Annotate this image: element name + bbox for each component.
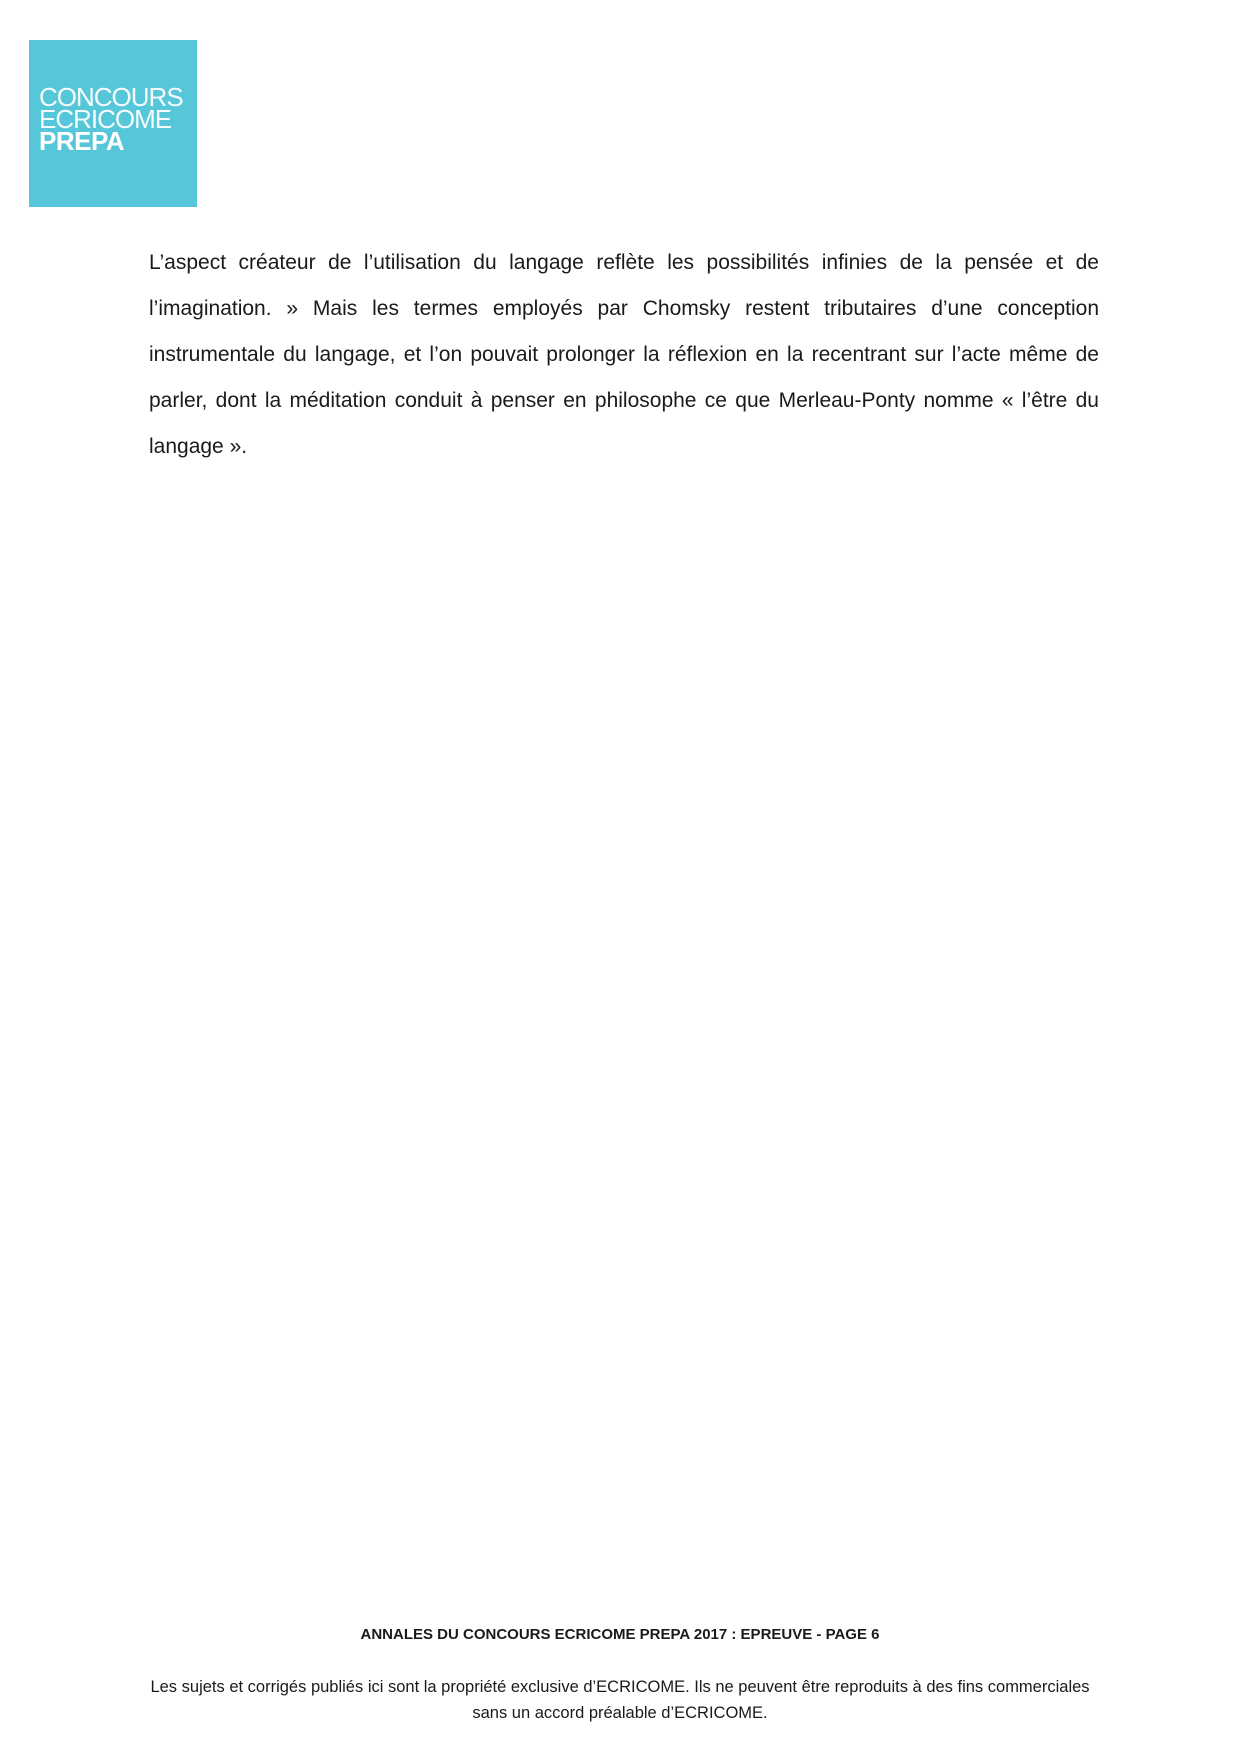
ecricome-logo	[29, 40, 197, 207]
logo-line-concours: CONCOURS	[39, 82, 183, 112]
body-paragraph: L’aspect créateur de l’utilisation du langage reflète les possibilités infinies de la pensée et de l’imagination. » Mais les termes employés par Chomsky restent tributaires d’une conception instrumentale du langage, et l’on pouvait prolonger la réflexion en la recentrant sur l’acte même de parler, dont la méditation conduit à penser en philosophe ce que Merleau-Ponty nomme « l’être du langage ».	[149, 251, 1099, 458]
logo-line-prepa: PREPA	[39, 126, 125, 156]
footer-title: ANNALES DU CONCOURS ECRICOME PREPA 2017 : EPREUVE - PAGE 6	[360, 1626, 880, 1643]
logo-line-ecricome: ECRICOME	[39, 104, 172, 134]
footer-copyright-notice: Les sujets et corrigés publiés ici sont la propriété exclusive d’ECRICOME. Ils ne peuvent être reproduits à des fins commerciales sans un accord préalable d’ECRICOME.	[150, 1678, 1090, 1722]
